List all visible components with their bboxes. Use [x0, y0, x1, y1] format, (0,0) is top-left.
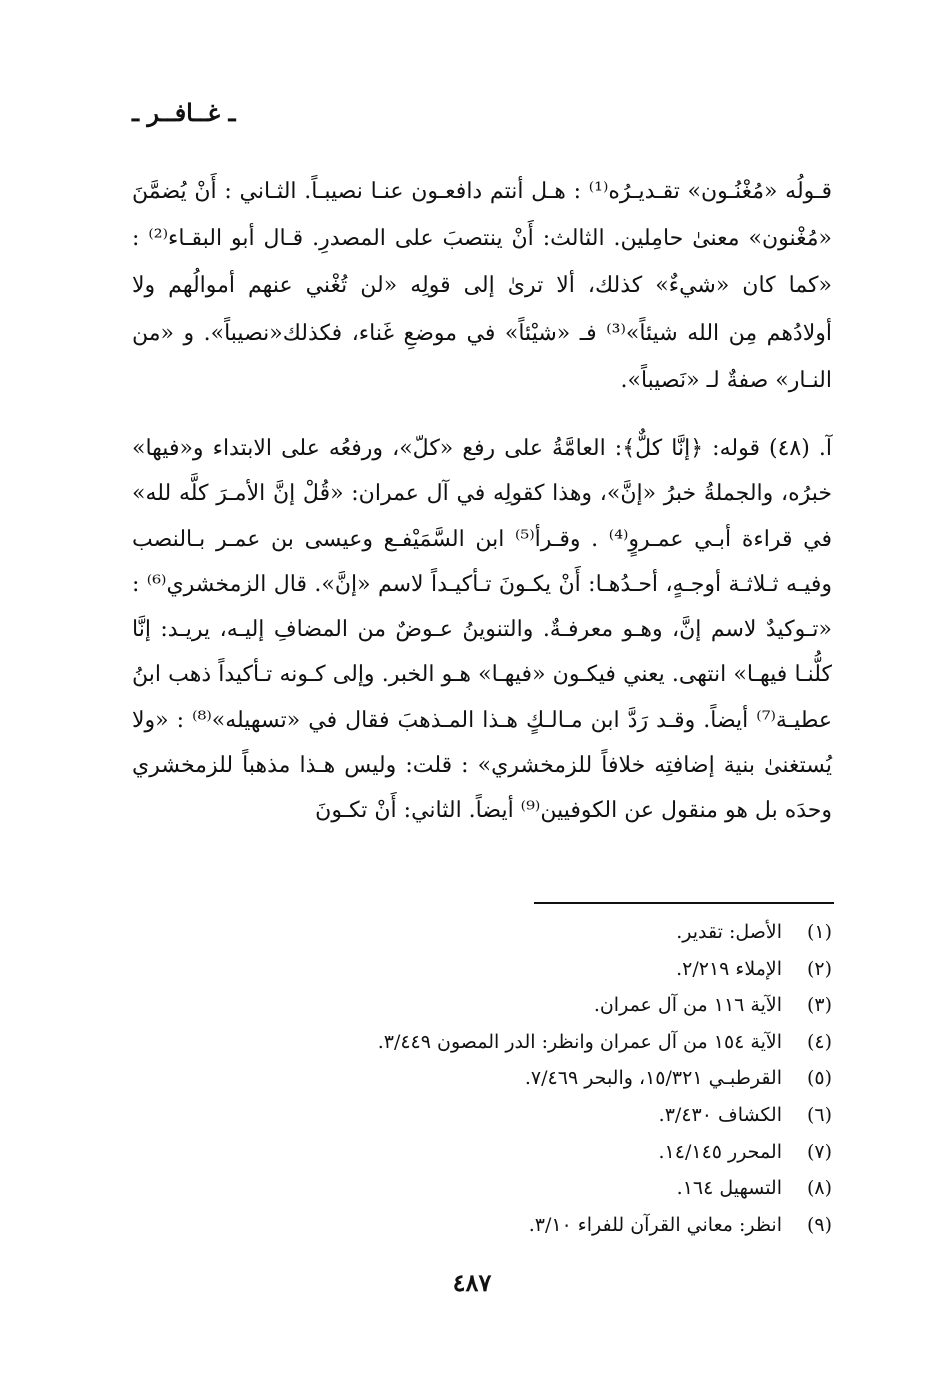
- footnote-item: [132, 1060, 832, 1097]
- footnote-number: (٥): [806, 1067, 832, 1090]
- footnote-separator: [534, 902, 834, 904]
- footnote-item: [132, 1134, 832, 1171]
- footnote-number: (٢): [806, 957, 832, 980]
- body-paragraph-2: آ. (٤٨) قوله: ﴿إنَّا كلٌّ﴾: العامَّةُ على رفع «كلّ»، ورفعُه على الابتداء و«فيها» خبرُه، والجملةُ خبرُ «إنَّ»، وهذا كقولِه في آل عمران: «قُلْ إنَّ الأمـرَ كلَّه لله» في قراءة أبـي عمـروٍ⁽⁴⁾ . وقـرأ⁽⁵⁾ ابن السَّمَيْفـع وعيسى بن عمـر بـالنصب وفيـه ثـلاثـة أوجـهٍ، أحـدُهـا: أَنْ يكـونَ تـأكيـداً لاسم «إنَّ». قال الزمخشري⁽⁶⁾ : «تـوكيدٌ لاسم إنَّ، وهـو معرفـةٌ. والتنوينُ عـوضٌ من المضافِ إليـه، يريـد: إنَّا كلُّنـا فيهـا» انتهى. يعني فيكـون «فيهـا» هـو الخبر. وإلى كـونه تـأكيداً ذهب ابنُ عطيـة⁽⁷⁾ أيضاً. وقـد رَدَّ ابن مـالـكٍ هـذا المـذهبَ فقال في «تسهيله»⁽⁸⁾ : «ولا يُستغنىٰ بنية إضافتِه خلافاً للزمخشري» : قلت: وليس هـذا مذهباً للزمخشري وحدَه بل هو منقول عن الكوفيين⁽⁹⁾ أيضاً. الثاني: أَنْ تكـونَ: [132, 436, 832, 824]
- footnote-number: (٨): [806, 1177, 832, 1200]
- footnote-text: الآية ١١٦ من آل عمران.: [593, 994, 782, 1017]
- footnote-text: الإملاء ٢/٢١٩.: [676, 957, 782, 980]
- footnote-item: [132, 1170, 832, 1207]
- running-header: ـ غــافــر ـ: [132, 98, 236, 127]
- footnote-item: [132, 1207, 832, 1244]
- footnote-item: [132, 1024, 832, 1061]
- footnote-text: الأصل: تقدير.: [676, 921, 782, 943]
- footnote-number: (١): [806, 921, 832, 943]
- footnote-number: (٦): [806, 1103, 832, 1126]
- body-paragraph-1: قـولُه «مُغْنُـون» تقـديـرُه⁽¹⁾ : هـل أنتم دافعـون عنـا نصيبـاً. الثـاني : أَنْ يُضمَّنَ «مُغْنون» معنىٰ حامِلين. الثالث: أَنْ ينتصبَ على المصدرِ. قـال أبو البقـاء⁽²⁾ : «كما كان «شيءٌ» كذلك، ألا ترىٰ إلى قولِه «لن تُغْني عنهم أموالُهم ولا أولادُهم مِن الله شيئاً»⁽³⁾ فـ «شيْئاً» في موضعِ غَناء، فكذلك«نصيباً». و «من النـار» صفةٌ لـ «نَصيباً».: [132, 179, 833, 393]
- footnote-text: التسهيل ١٦٤.: [676, 1177, 782, 1200]
- footnote-text: القرطبـي ١٥/٣٢١، والبحر ٧/٤٦٩.: [524, 1067, 782, 1090]
- footnote-item: [132, 1097, 832, 1134]
- footnote-text: المحرر ١٤/١٤٥.: [658, 1140, 782, 1163]
- footnote-number: (٩): [806, 1213, 832, 1236]
- footnote-number: (٤): [806, 1030, 832, 1053]
- footnote-text: الآية ١٥٤ من آل عمران وانظر: الدر المصون ٣/٤٤٩.: [377, 1030, 782, 1053]
- footnote-number: (٧): [806, 1140, 832, 1163]
- footnotes-list: [132, 914, 832, 1243]
- footnote-text: الكشاف ٣/٤٣٠.: [658, 1103, 782, 1126]
- footnote-item: [132, 987, 832, 1024]
- footnote-text: انظر: معاني القرآن للفراء ٣/١٠.: [528, 1213, 782, 1236]
- footnote-item: [132, 914, 832, 951]
- footnote-item: [132, 951, 832, 988]
- footnote-number: (٣): [806, 994, 832, 1017]
- page-number: ٤٨٧: [452, 1268, 492, 1297]
